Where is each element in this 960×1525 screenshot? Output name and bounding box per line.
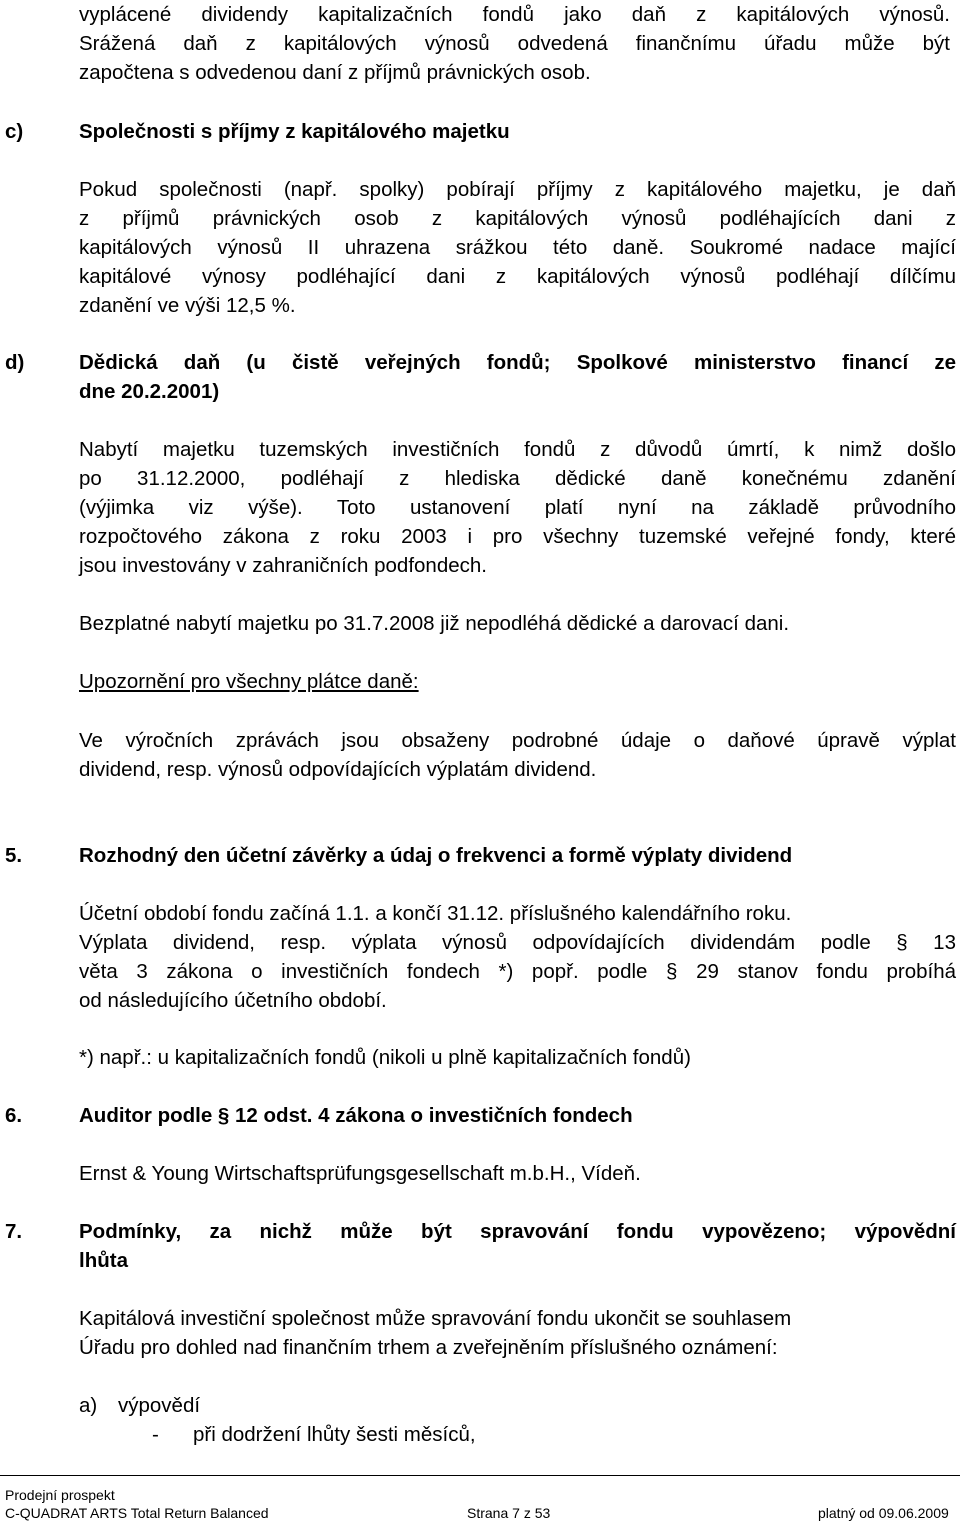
- paragraph-line: (výjimka viz výše). Toto ustanovení platí nyní na základě průvodního: [79, 496, 956, 519]
- footer-page-number: Strana 7 z 53: [467, 1505, 551, 1521]
- warning-title: Upozornění pro všechny plátce daně:: [79, 670, 419, 693]
- section-label: 7.: [5, 1220, 23, 1243]
- footer-doc-type: Prodejní prospekt: [5, 1487, 115, 1503]
- section-heading: Podmínky, za nichž může být spravování fondu vypovězeno; výpovědní: [79, 1220, 956, 1243]
- footnote: *) např.: u kapitalizačních fondů (nikoli u plně kapitalizačních fondů): [79, 1046, 691, 1069]
- section-label: 6.: [5, 1104, 23, 1127]
- paragraph-line: Bezplatné nabytí majetku po 31.7.2008 již nepodléhá dědické a darovací dani.: [79, 612, 790, 635]
- list-item-text: výpovědí: [118, 1394, 201, 1417]
- paragraph-line: po 31.12.2000, podléhají z hlediska dědické daně konečnému zdanění: [79, 467, 956, 490]
- paragraph-line: jsou investovány v zahraničních podfondech.: [79, 554, 487, 577]
- section-heading: Rozhodný den účetní závěrky a údaj o frekvenci a formě výplaty dividend: [79, 844, 793, 867]
- paragraph-line: Nabytí majetku tuzemských investičních fondů z důvodů úmrtí, k nimž došlo: [79, 438, 956, 461]
- paragraph-line: kapitálové výnosy podléhající dani z kapitálových výnosů podléhají dílčímu: [79, 265, 956, 288]
- paragraph-line: Kapitálová investiční společnost může spravování fondu ukončit se souhlasem: [79, 1307, 792, 1330]
- sub-item-dash: -: [152, 1423, 159, 1446]
- paragraph-line: Výplata dividend, resp. výplata výnosů odpovídajících dividendám podle § 13: [79, 931, 956, 954]
- section-heading: dne 20.2.2001): [79, 380, 220, 403]
- footer-divider: [0, 1475, 960, 1476]
- paragraph-line: Úřadu pro dohled nad finančním trhem a zveřejněním příslušného oznámení:: [79, 1336, 778, 1359]
- section-label: d): [5, 351, 25, 374]
- paragraph-line: započtena s odvedenou daní z příjmů právnických osob.: [79, 61, 591, 84]
- paragraph-line: dividend, resp. výnosů odpovídajících výplatám dividend.: [79, 758, 597, 781]
- paragraph-line: rozpočtového zákona z roku 2003 i pro všechny tuzemské veřejné fondy, které: [79, 525, 956, 548]
- section-label: c): [5, 120, 24, 143]
- paragraph-line: Účetní období fondu začíná 1.1. a končí 31.12. příslušného kalendářního roku.: [79, 902, 792, 925]
- paragraph-line: Ve výročních zprávách jsou obsaženy podrobné údaje o daňové úpravě výplat: [79, 729, 956, 752]
- paragraph-line: vyplácené dividendy kapitalizačních fondů jako daň z kapitálových výnosů.: [79, 3, 950, 26]
- section-heading: lhůta: [79, 1249, 128, 1272]
- sub-item-text: při dodržení lhůty šesti měsíců,: [193, 1423, 476, 1446]
- section-heading: Společnosti s příjmy z kapitálového majetku: [79, 120, 510, 143]
- section-heading: Auditor podle § 12 odst. 4 zákona o investičních fondech: [79, 1104, 633, 1127]
- list-item-label: a): [79, 1394, 98, 1417]
- footer-fund-name: C-QUADRAT ARTS Total Return Balanced: [5, 1505, 269, 1521]
- section-heading: Dědická daň (u čistě veřejných fondů; Spolkové ministerstvo financí ze: [79, 351, 956, 374]
- paragraph-line: věta 3 zákona o investičních fondech *) popř. podle § 29 stanov fondu probíhá: [79, 960, 956, 983]
- paragraph-line: kapitálových výnosů II uhrazena srážkou této daně. Soukromé nadace mající: [79, 236, 956, 259]
- paragraph-line: z příjmů právnických osob z kapitálových výnosů podléhajících dani z: [79, 207, 956, 230]
- paragraph-line: od následujícího účetního období.: [79, 989, 387, 1012]
- paragraph-line: Pokud společnosti (např. spolky) pobírají příjmy z kapitálového majetku, je daň: [79, 178, 956, 201]
- paragraph-line: Ernst & Young Wirtschaftsprüfungsgesellschaft m.b.H., Vídeň.: [79, 1162, 641, 1185]
- section-label: 5.: [5, 844, 23, 867]
- paragraph-line: Srážená daň z kapitálových výnosů odvedená finančnímu úřadu může být: [79, 32, 950, 55]
- footer-valid-date: platný od 09.06.2009: [818, 1505, 949, 1521]
- paragraph-line: zdanění ve výši 12,5 %.: [79, 294, 296, 317]
